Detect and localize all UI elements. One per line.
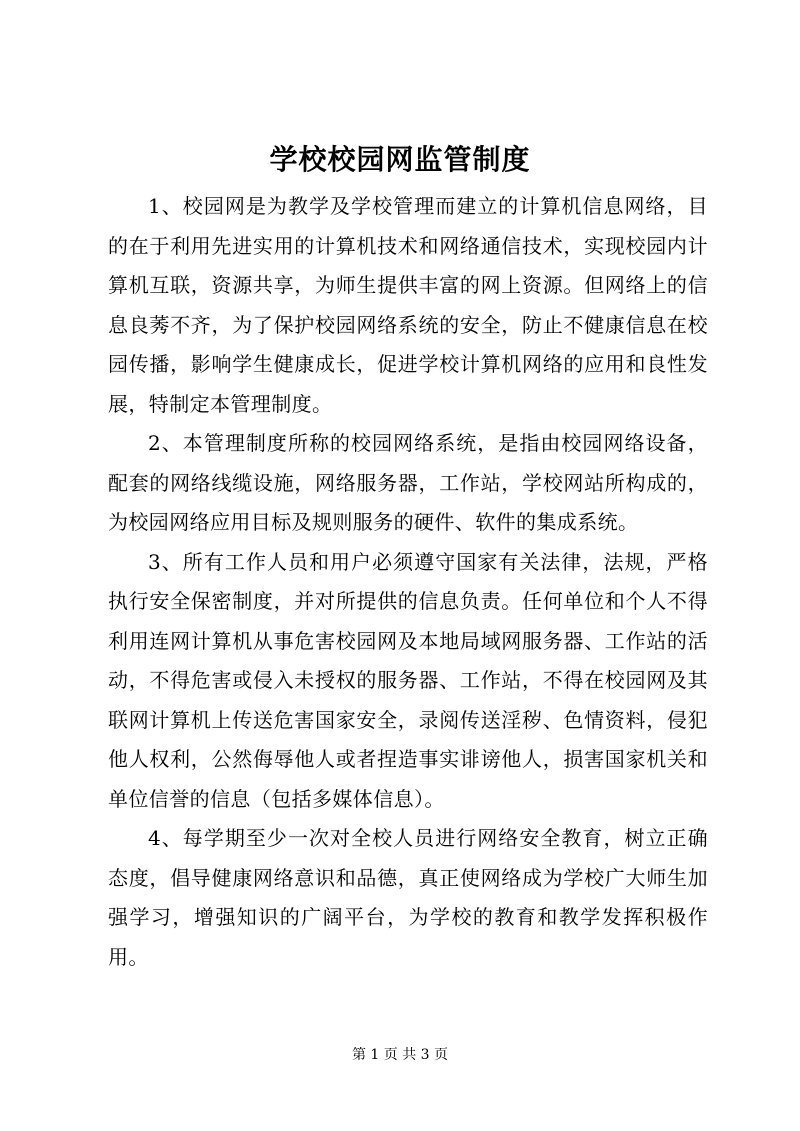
page-title: 学校校园网监管制度	[269, 143, 531, 176]
paragraph-2: 2、本管理制度所称的校园网络系统，是指由校园网络设备，配套的网络线缆设施，网络服务器，工作站，学校网站所构成的，为校园网络应用目标及规则服务的硬件、软件的集成系统。	[108, 431, 708, 534]
page-footer: 第 1 页 共 3 页	[351, 1047, 449, 1063]
paragraph-3: 3、所有工作人员和用户必须遵守国家有关法律，法规，严格执行安全保密制度，并对所提供的信息负责。任何单位和个人不得利用连网计算机从事危害校园网及本地局域网服务器、工作站的活动，不得危害或侵入未授权的服务器、工作站，不得在校园网及其联网计算机上传送危害国家安全，录阅传送淫秽、色情资料，侵犯他人权利，公然侮辱他人或者捏造事实诽谤他人，损害国家机关和单位信誉的信息（包括多媒体信息）。	[108, 549, 708, 811]
paragraph-1: 1、校园网是为教学及学校管理而建立的计算机信息网络，目的在于利用先进实用的计算机技术和网络通信技术，实现校园内计算机互联，资源共享，为师生提供丰富的网上资源。但网络上的信息良莠不齐，为了保护校园网络系统的安全，防止不健康信息在校园传播，影响学生健康成长，促进学校计算机网络的应用和良性发展，特制定本管理制度。	[108, 194, 708, 416]
document-body	[108, 187, 708, 977]
paragraph-4: 4、每学期至少一次对全校人员进行网络安全教育，树立正确态度，倡导健康网络意识和品德，真正使网络成为学校广大师生加强学习，增强知识的广阔平台，为学校的教育和教学发挥积极作用。	[108, 826, 708, 969]
